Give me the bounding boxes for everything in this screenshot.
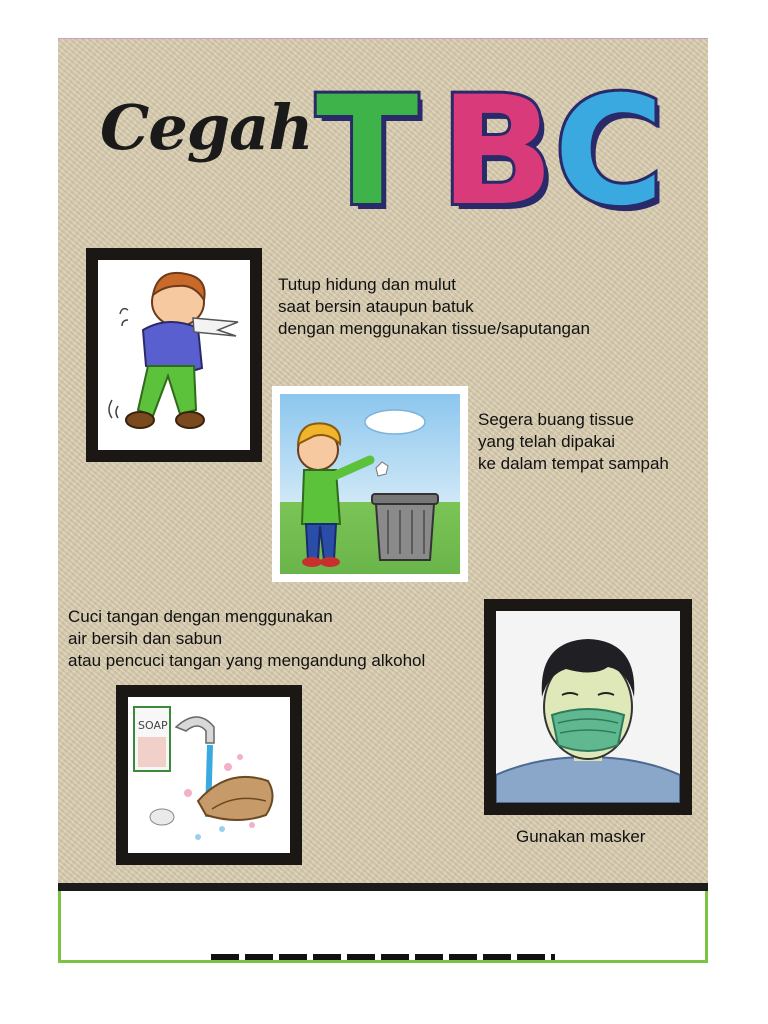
man-wearing-mask-illustration [496, 611, 680, 803]
footer-box [58, 891, 708, 963]
title-letter-c: C [554, 65, 665, 239]
tip-cover-nose-mouth: Tutup hidung dan mulut saat bersin ataupun batuk dengan menggunakan tissue/saputangan [278, 275, 590, 338]
trash-illustration-frame [272, 386, 468, 582]
tip-wash-hands: Cuci tangan dengan menggunakan air bersih dan sabun atau pencuci tangan yang mengandung alkohol [68, 607, 426, 670]
title-letter-t: T [316, 65, 419, 239]
tip-wear-mask: Gunakan masker [516, 827, 646, 846]
poster [58, 38, 708, 884]
tip-dispose-tissue: Segera buang tissue yang telah dipakai ke dalam tempat sampah [478, 410, 669, 473]
boy-throwing-tissue-illustration [280, 394, 460, 574]
handwashing-illustration-frame [116, 685, 302, 865]
soap-label: SOAP [138, 719, 168, 732]
title-cegah: Cegah [100, 91, 313, 164]
mask-illustration-frame [484, 599, 692, 815]
handwashing-illustration [128, 697, 290, 853]
sneezing-illustration-frame [86, 248, 262, 462]
sneezing-boy-illustration [98, 260, 250, 450]
footer-divider [58, 883, 708, 891]
title-letter-b: B [440, 65, 555, 239]
